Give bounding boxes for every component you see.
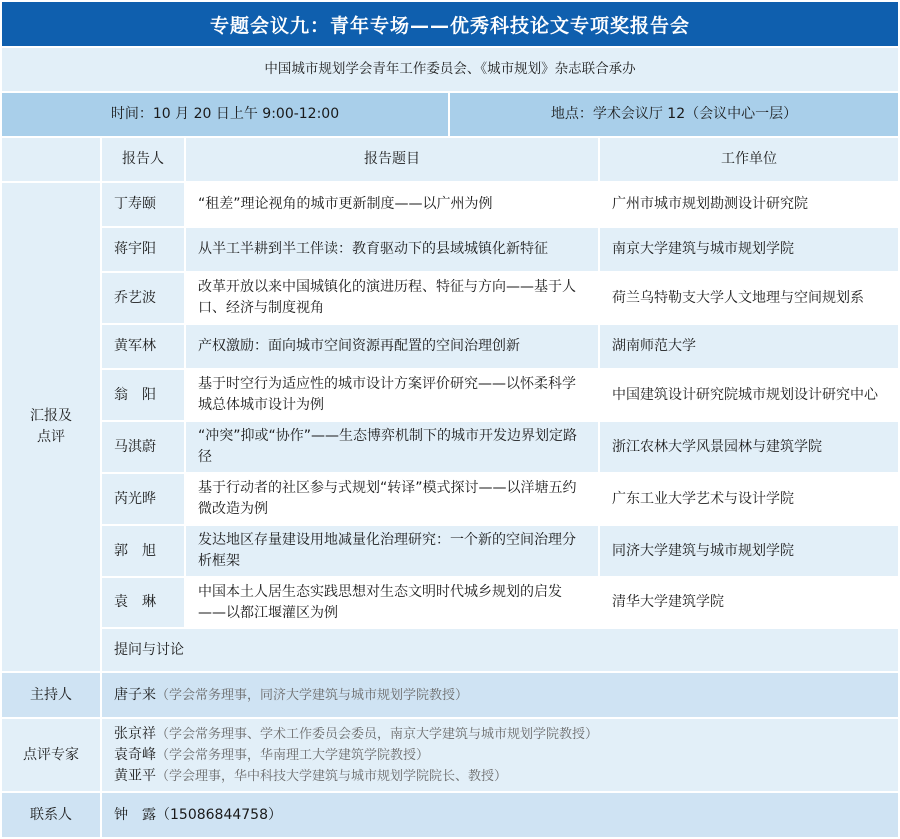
report-unit-5: 中国建筑设计研究院城市规划设计研究中心 xyxy=(600,370,898,420)
header-blank-cell xyxy=(2,138,100,181)
expert-title-1: （学会常务理事、学术工作委员会委员，南京大学建筑与城市规划学院教授） xyxy=(156,726,599,742)
report-name-7: 芮光晔 xyxy=(102,474,184,524)
report-topic-1: “租差”理论视角的城市更新制度——以广州为例 xyxy=(186,183,598,226)
report-topic-3: 改革开放以来中国城镇化的演进历程、特征与方向——基于人口、经济与制度视角 xyxy=(186,273,598,323)
qa-discussion: 提问与讨论 xyxy=(102,629,898,671)
report-name-8: 郭 旭 xyxy=(102,526,184,576)
expert-name-1: 张京祥 xyxy=(114,725,156,742)
report-unit-8: 同济大学建筑与城市规划学院 xyxy=(600,526,898,576)
host-title: （学会常务理事，同济大学建筑与城市规划学院教授） xyxy=(156,687,469,703)
header-topic: 报告题目 xyxy=(186,138,598,181)
report-unit-2: 南京大学建筑与城市规划学院 xyxy=(600,228,898,271)
experts-list xyxy=(102,719,898,791)
report-topic-9: 中国本土人居生态实践思想对生态文明时代城乡规划的启发——以都江堰灌区为例 xyxy=(186,578,598,627)
expert-item-3 xyxy=(114,766,507,787)
header-unit: 工作单位 xyxy=(600,138,898,181)
section-label-report-review xyxy=(2,183,100,671)
session-title: 专题会议九：青年专场——优秀科技论文专项奖报告会 xyxy=(2,2,898,46)
report-unit-7: 广东工业大学艺术与设计学院 xyxy=(600,474,898,524)
report-name-9: 袁 琳 xyxy=(102,578,184,627)
report-name-2: 蒋宇阳 xyxy=(102,228,184,271)
expert-item-2 xyxy=(114,745,429,766)
section-label-line-2: 点评 xyxy=(37,429,65,445)
report-topic-8: 发达地区存量建设用地减量化治理研究：一个新的空间治理分析框架 xyxy=(186,526,598,576)
report-unit-1: 广州市城市规划勘测设计研究院 xyxy=(600,183,898,226)
report-name-4: 黄军林 xyxy=(102,325,184,368)
report-topic-6: “冲突”抑或“协作”——生态博弈机制下的城市开发边界划定路径 xyxy=(186,422,598,472)
header-reporter: 报告人 xyxy=(102,138,184,181)
expert-title-3: （学会理事，华中科技大学建筑与城市规划学院院长、教授） xyxy=(156,768,508,784)
report-topic-2: 从半工半耕到半工伴读：教育驱动下的县域城镇化新特征 xyxy=(186,228,598,271)
host-name: 唐子来 xyxy=(114,686,156,703)
report-name-5: 翁 阳 xyxy=(102,370,184,420)
host-label: 主持人 xyxy=(2,673,100,717)
organizers-row: 中国城市规划学会青年工作委员会、《城市规划》杂志联合承办 xyxy=(2,48,898,91)
expert-item-1 xyxy=(114,724,598,745)
expert-title-2: （学会常务理事，华南理工大学建筑学院教授） xyxy=(156,747,430,763)
section-label-line-1: 汇报及 xyxy=(30,408,72,424)
report-name-1: 丁寿颐 xyxy=(102,183,184,226)
session-time: 时间：10 月 20 日上午 9:00-12:00 xyxy=(2,93,448,136)
session-location: 地点：学术会议厅 12（会议中心一层） xyxy=(450,93,898,136)
contact-label: 联系人 xyxy=(2,793,100,837)
report-unit-3: 荷兰乌特勒支大学人文地理与空间规划系 xyxy=(600,273,898,323)
report-unit-9: 清华大学建筑学院 xyxy=(600,578,898,627)
report-unit-6: 浙江农林大学风景园林与建筑学院 xyxy=(600,422,898,472)
report-topic-4: 产权激励：面向城市空间资源再配置的空间治理创新 xyxy=(186,325,598,368)
expert-name-3: 黄亚平 xyxy=(114,767,156,784)
experts-label: 点评专家 xyxy=(2,719,100,791)
report-name-3: 乔艺波 xyxy=(102,273,184,323)
contact-value: 钟 露（15086844758） xyxy=(102,793,898,837)
expert-name-2: 袁奇峰 xyxy=(114,746,156,763)
host-row xyxy=(102,673,898,717)
report-topic-5: 基于时空行为适应性的城市设计方案评价研究——以怀柔科学城总体城市设计为例 xyxy=(186,370,598,420)
report-topic-7: 基于行动者的社区参与式规划“转译”模式探讨——以洋塘五约微改造为例 xyxy=(186,474,598,524)
report-unit-4: 湖南师范大学 xyxy=(600,325,898,368)
report-name-6: 马淇蔚 xyxy=(102,422,184,472)
